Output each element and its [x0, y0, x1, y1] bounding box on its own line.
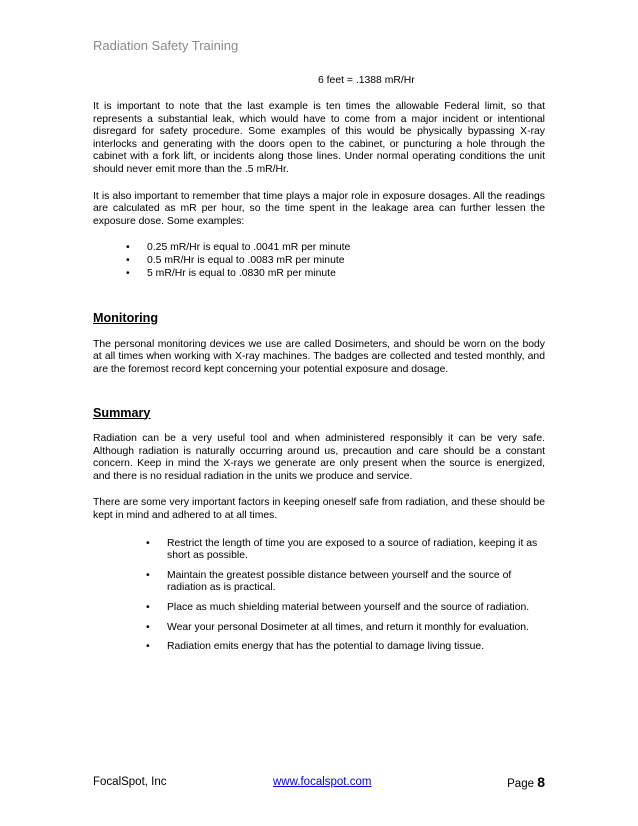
list-item: • Restrict the length of time you are exposed to a source of radiation, keeping it as short as possible.: [167, 538, 545, 563]
monitoring-heading: Monitoring: [93, 311, 159, 326]
page-header-title: Radiation Safety Training: [93, 38, 239, 53]
intro-paragraph-1: It is important to note that the last example is ten times the allowable Federal limit, so that represents a substantial leak, which would have to come from a major incident or intentional disregard for safety procedure. Some examples of this would be physically bypassing X-ray interlocks and generating with the doors open to the cabinet, or puncturing a hole through the cabinet with a fork lift, or incidents along those lines. Under normal operating conditions the unit should never emit more than the .5 mR/Hr.: [93, 101, 545, 175]
calculation-line: 6 feet = .1388 mR/Hr: [318, 75, 415, 86]
monitoring-paragraph: The personal monitoring devices we use are called Dosimeters, and should be worn on the body at all times when working with X-ray machines. The badges are collected and tested monthly, and are the foremost record kept concerning your potential exposure and dosage.: [93, 338, 545, 375]
page-label: Page: [507, 778, 534, 790]
list-item: • Radiation emits energy that has the potential to damage living tissue.: [167, 641, 545, 654]
list-item: • 0.5 mR/Hr is equal to .0083 mR per minute: [147, 255, 545, 268]
summary-paragraph-1: Radiation can be a very useful tool and when administered responsibly it can be very safe. Although radiation is naturally occurring around us, precaution and care should be a constant concern. Keep in mind the X-rays we generate are only present when the source is energized, and there is no residual radiation in the units we produce and service.: [93, 433, 545, 482]
page-number-block: [507, 774, 545, 790]
footer-company: FocalSpot, Inc: [93, 776, 167, 788]
page-footer: [93, 776, 545, 792]
summary-heading: Summary: [93, 405, 151, 420]
list-item: • 0.25 mR/Hr is equal to .0041 mR per minute: [147, 242, 545, 255]
list-item: • Place as much shielding material between yourself and the source of radiation.: [167, 602, 545, 615]
website-link[interactable]: www.focalspot.com: [273, 776, 372, 788]
list-item: • Maintain the greatest possible distance between yourself and the source of radiation as is practical.: [167, 570, 545, 595]
dose-rate-list: [93, 242, 545, 280]
summary-paragraph-2: There are some very important factors in keeping oneself safe from radiation, and these should be kept in mind and adhered to at all times.: [93, 497, 545, 522]
page-content: [93, 101, 545, 661]
list-item: • 5 mR/Hr is equal to .0830 mR per minute: [147, 268, 545, 281]
page-number: 8: [537, 774, 545, 790]
intro-paragraph-2: It is also important to remember that time plays a major role in exposure dosages. All the readings are calculated as mR per hour, so the time spent in the leakage area can further lessen the exposure dose. Some examples:: [93, 190, 545, 227]
safety-factors-list: [93, 538, 545, 654]
list-item: • Wear your personal Dosimeter at all times, and return it monthly for evaluation.: [167, 622, 545, 635]
